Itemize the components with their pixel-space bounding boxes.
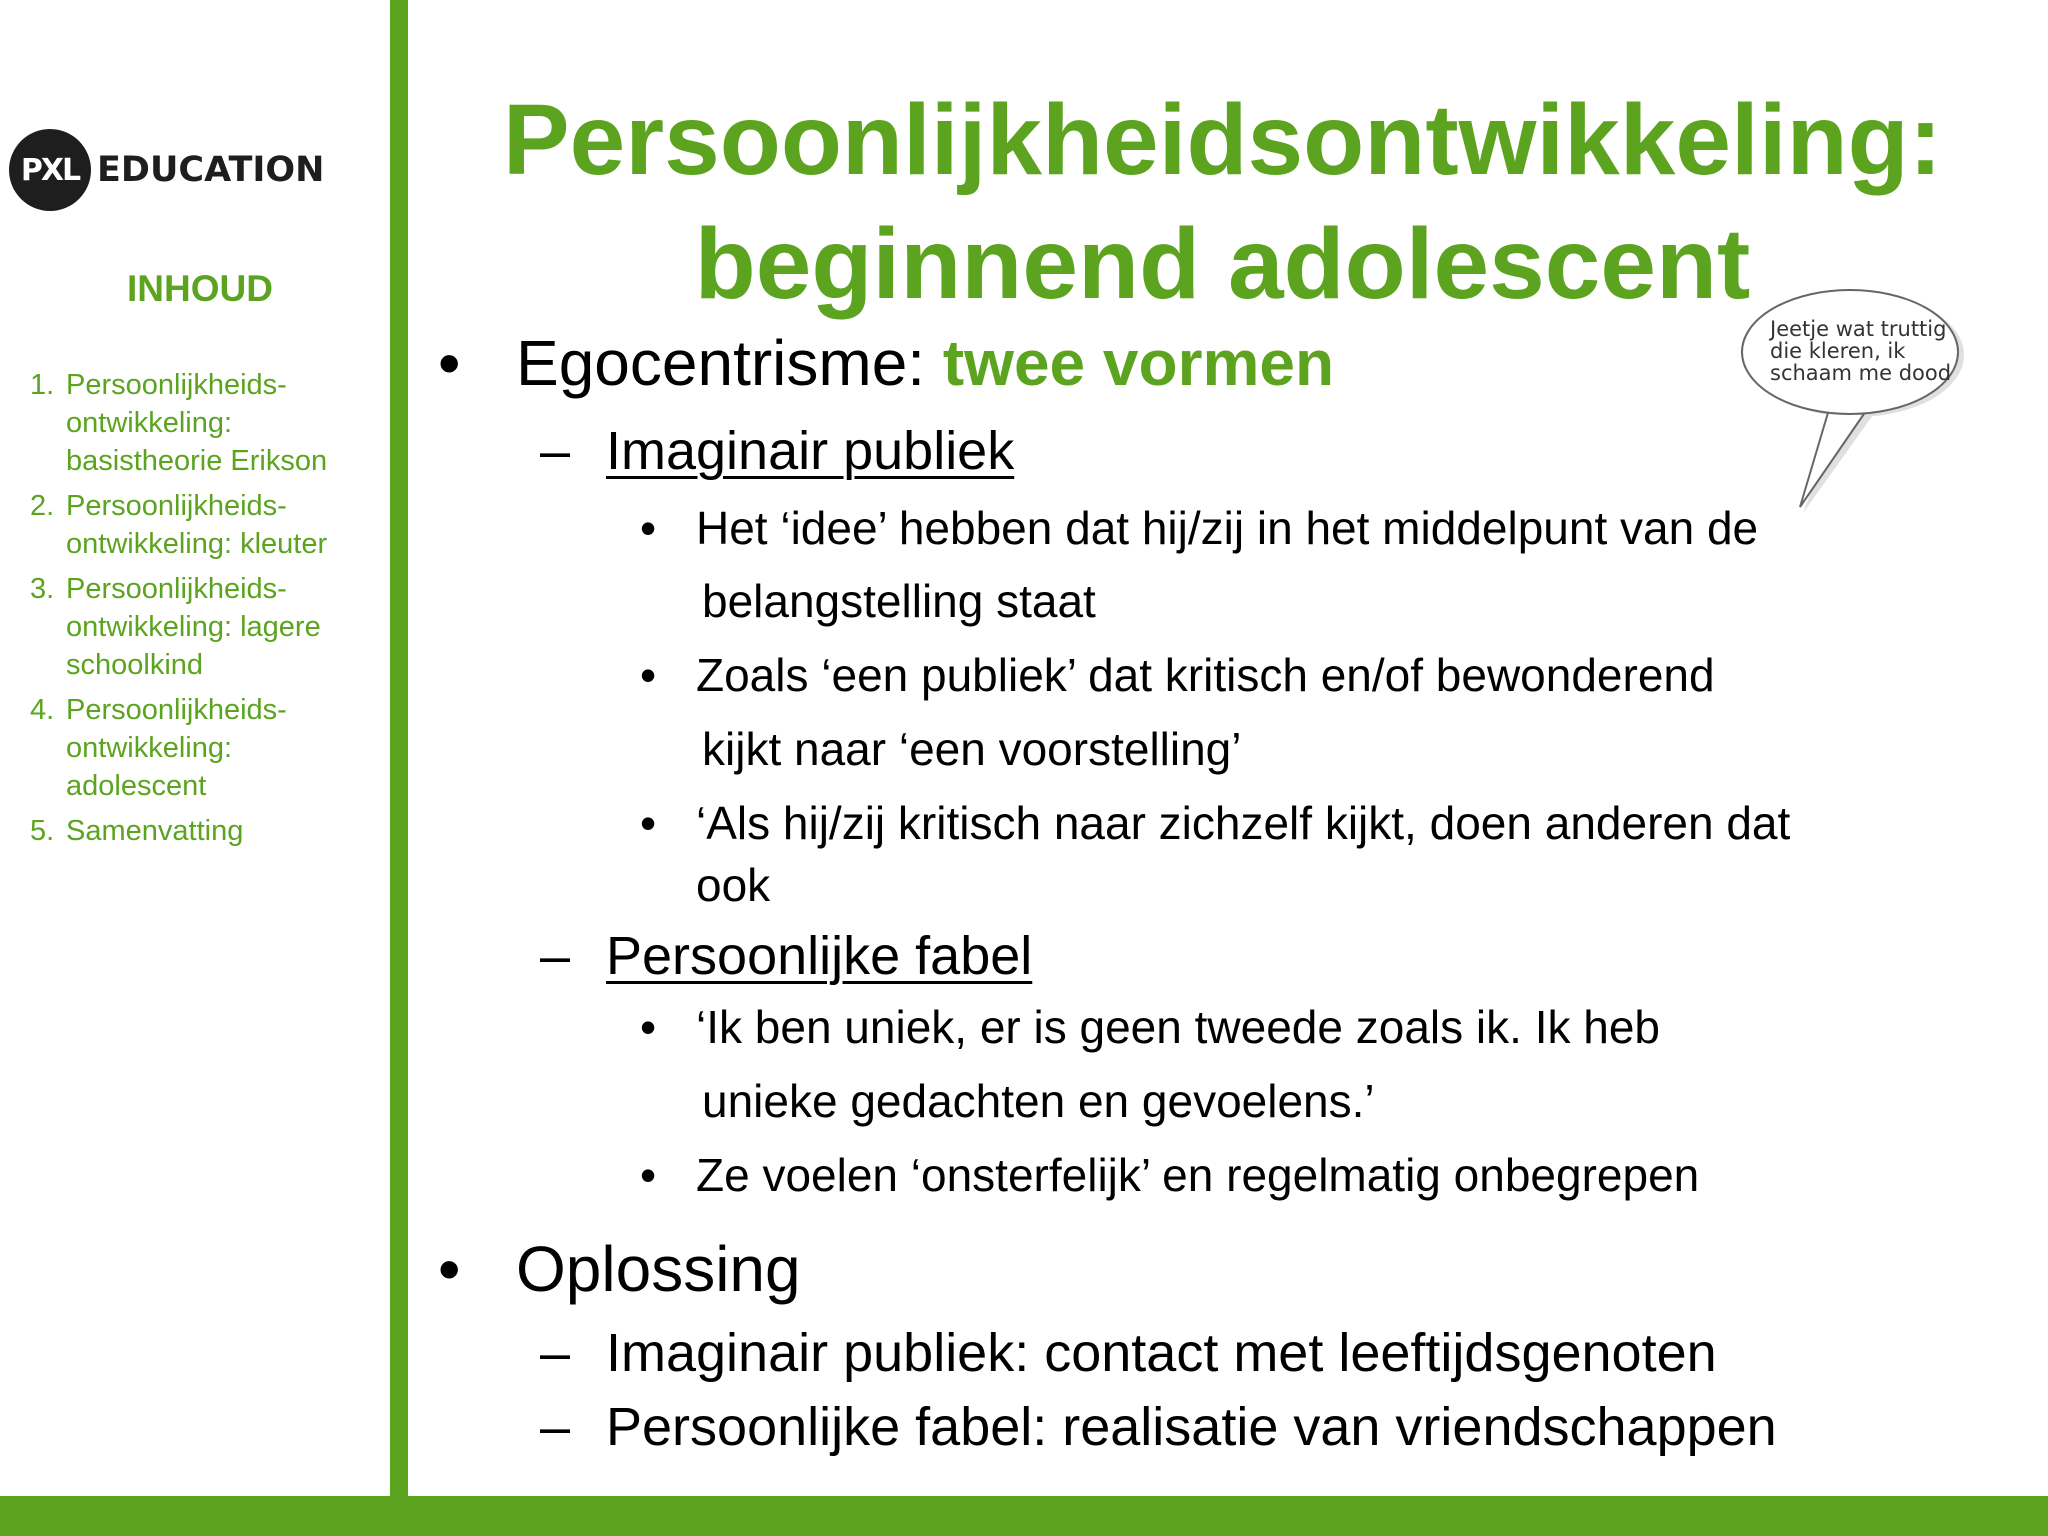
oplossing-label: Oplossing <box>516 1233 801 1305</box>
persoonlijke-fabel-title: Persoonlijke fabel <box>606 926 1033 986</box>
title-line-2: beginnend adolescent <box>694 208 1751 320</box>
dash-marker: – <box>540 926 571 986</box>
imaginair-bullet-3-line-1: ‘Als hij/zij kritisch naar zichzelf kijkt, doen anderen dat <box>696 797 1791 849</box>
speech-bubble-text: Jeetje wat truttig die kleren, ik schaam me dood <box>1770 317 1952 385</box>
bullet-marker: • <box>640 649 657 701</box>
bullet-marker: • <box>640 797 657 849</box>
bullet-marker: • <box>640 1001 657 1053</box>
imaginair-bullet-1-line-2: belangstelling staat <box>702 575 1096 627</box>
speech-bubble <box>1730 282 1970 512</box>
imaginair-bullet-2-line-1: Zoals ‘een publiek’ dat kritisch en/of bewonderend <box>696 649 1715 701</box>
sidebar-divider <box>390 0 408 1496</box>
toc-item-1[interactable]: 1. Persoonlijkheids- ontwikkeling: basistheorie Erikson <box>30 369 328 477</box>
egocentrisme-accent: twee vormen <box>942 327 1335 399</box>
pxl-education-logo <box>9 128 324 212</box>
bullet-marker: • <box>640 502 657 554</box>
dash-marker: – <box>540 1397 571 1457</box>
bullet-marker: • <box>438 1233 461 1305</box>
toc-item-3[interactable]: 3. Persoonlijkheids- ontwikkeling: lagere schoolkind <box>30 573 321 681</box>
fabel-bullet-1-line-1: ‘Ik ben uniek, er is geen tweede zoals ik. Ik heb <box>696 1001 1661 1053</box>
bullet-marker: • <box>438 327 461 399</box>
fabel-bullet-1-line-2: unieke gedachten en gevoelens.’ <box>702 1075 1375 1127</box>
title-line-1: Persoonlijkheidsontwikkeling: <box>502 84 1943 196</box>
oplossing-sub-1: Imaginair publiek: contact met leeftijdsgenoten <box>606 1323 1717 1383</box>
fabel-bullet-2: Ze voelen ‘onsterfelijk’ en regelmatig onbegrepen <box>696 1149 1700 1201</box>
egocentrisme-bullet <box>516 326 1334 400</box>
imaginair-publiek-title: Imaginair publiek <box>606 421 1015 481</box>
egocentrisme-label: Egocentrisme: <box>516 327 926 399</box>
toc-heading: INHOUD <box>127 268 273 309</box>
imaginair-bullet-1-line-1: Het ‘idee’ hebben dat hij/zij in het middelpunt van de <box>696 502 1759 554</box>
dash-marker: – <box>540 421 571 481</box>
bullet-marker: • <box>640 1149 657 1201</box>
imaginair-bullet-3-line-2: ook <box>696 859 771 911</box>
dash-marker: – <box>540 1323 571 1383</box>
toc-item-2[interactable]: 2. Persoonlijkheids- ontwikkeling: kleuter <box>30 490 328 560</box>
toc-item-4[interactable]: 4. Persoonlijkheids- ontwikkeling: adolescent <box>30 694 287 802</box>
imaginair-bullet-2-line-2: kijkt naar ‘een voorstelling’ <box>702 723 1242 775</box>
oplossing-sub-2: Persoonlijke fabel: realisatie van vriendschappen <box>606 1397 1777 1457</box>
bottom-bar <box>0 1496 2048 1536</box>
pxl-logo-mark: PXL <box>9 129 91 211</box>
logo-text: EDUCATION <box>97 150 325 190</box>
table-of-contents <box>30 366 390 857</box>
toc-item-5[interactable]: 5. Samenvatting <box>30 815 244 847</box>
